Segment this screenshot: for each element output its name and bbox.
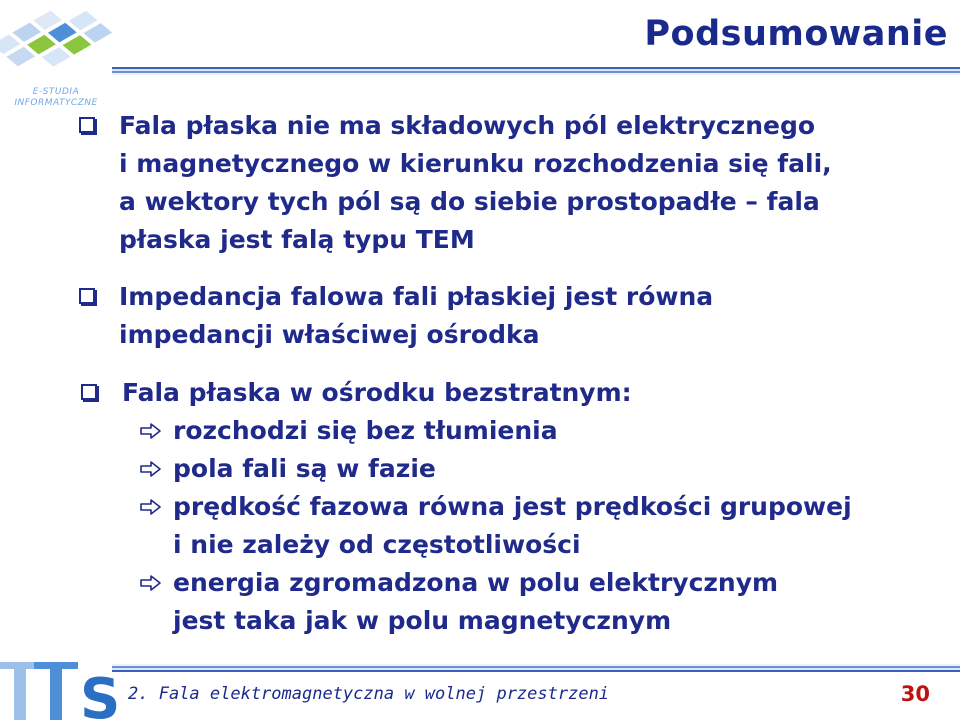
arrow-bullet-icon — [140, 498, 162, 516]
bullet-2-line-2: impedancji właściwej ośrodka — [119, 320, 540, 349]
logo-line-2: INFORMATYCZNE — [14, 98, 98, 108]
checkbox-bullet-icon — [79, 117, 95, 133]
bullet-3-line-1: Fala płaska w ośrodku bezstratnym: — [122, 378, 632, 407]
tts-logo — [0, 660, 121, 720]
sub-bullet-4-line-1: energia zgromadzona w polu elektrycznym — [173, 568, 779, 597]
checkbox-bullet-icon — [79, 288, 95, 304]
bullet-1-line-2: i magnetycznego w kierunku rozchodzenia się fali, — [119, 149, 832, 178]
bullet-1-line-3: a wektory tych pól są do siebie prostopadłe – fala — [119, 187, 820, 216]
slide-title: Podsumowanie — [644, 14, 948, 54]
bullet-3 — [122, 374, 632, 412]
sub-bullet-4-line-2: jest taka jak w polu magnetycznym — [173, 606, 672, 635]
sub-bullet-1-line-1: rozchodzi się bez tłumienia — [173, 416, 558, 445]
sub-bullet-2 — [173, 450, 436, 488]
bullet-1-line-4: płaska jest falą typu TEM — [119, 225, 475, 254]
sub-bullet-3-line-1: prędkość fazowa równa jest prędkości grupowej — [173, 492, 852, 521]
checkbox-bullet-icon — [81, 384, 97, 400]
footer-divider — [112, 664, 960, 672]
sub-bullet-2-line-1: pola fali są w fazie — [173, 454, 436, 483]
sub-bullet-1 — [173, 412, 558, 450]
arrow-bullet-icon — [140, 422, 162, 440]
arrow-bullet-icon — [140, 460, 162, 478]
bullet-1-line-1: Fala płaska nie ma składowych pól elektrycznego — [119, 111, 816, 140]
bullet-2-line-1: Impedancja falowa fali płaskiej jest równa — [119, 282, 714, 311]
sub-bullet-4 — [173, 564, 778, 640]
logo-line-1: E-STUDIA — [32, 87, 80, 97]
tts-logo-letter: S — [80, 667, 121, 720]
footer-caption: 2. Fala elektromagnetyczna w wolnej przestrzeni — [128, 684, 610, 704]
bullet-1 — [119, 107, 832, 259]
sub-bullet-3 — [173, 488, 852, 564]
bullet-2 — [119, 278, 713, 354]
arrow-bullet-icon — [140, 574, 162, 592]
page-number: 30 — [900, 682, 930, 706]
sub-bullet-3-line-2: i nie zależy od częstotliwości — [173, 530, 581, 559]
